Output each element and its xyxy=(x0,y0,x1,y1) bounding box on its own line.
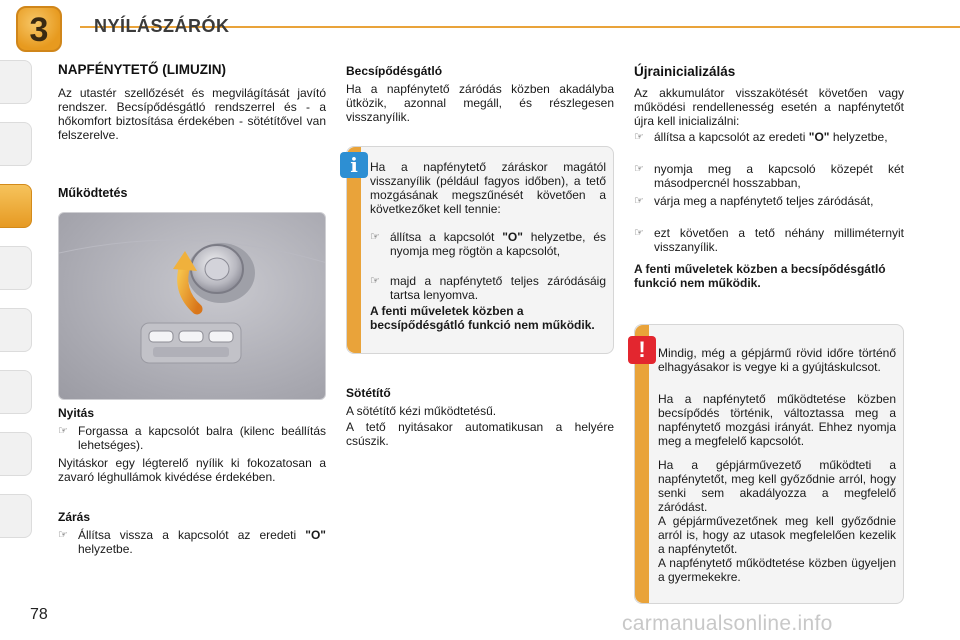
anti-pinch-text: Ha a napfénytető záródás közben akadályba ütközik, azonnal megáll, és részlegesen visszanyílik. xyxy=(346,82,614,124)
reinit-heading: Újrainicializálás xyxy=(634,64,736,79)
illustration-svg xyxy=(59,213,326,400)
reinit-bullet-text: állítsa a kapcsolót az eredeti xyxy=(654,130,809,144)
anti-pinch-heading: Becsípődésgátló xyxy=(346,64,443,78)
info-text: Ha a napfénytető záráskor magától visszanyílik (például fagyos időben), a tető mozgásának megszűnését követően a következőket kell tennie: xyxy=(370,160,606,216)
reinit-bullet-key: "O" xyxy=(808,130,830,144)
warning-paragraph: A gépjárművezetőnek meg kell győződnie arról is, hogy az utasok megfelelően kezelik a napfénytetőt. xyxy=(658,514,896,556)
side-tab[interactable] xyxy=(0,494,32,538)
warning-paragraph: Mindig, még a gépjármű rövid időre történő elhagyásakor is vegye ki a gyújtáskulcsot. xyxy=(658,346,896,374)
watermark: carmanualsonline.info xyxy=(622,612,833,635)
closing-bullet xyxy=(58,528,326,556)
opening-bullet: ☞ Forgassa a kapcsolót balra (kilenc beállítás lehetséges). xyxy=(58,424,326,452)
warning-paragraph: A napfénytető működtetése közben ügyeljen a gyermekekre. xyxy=(658,556,896,584)
roof-switch-illustration xyxy=(58,212,326,400)
info-bullet-tail: helyzetbe, és nyomja meg rögtön a kapcsolót, xyxy=(390,230,607,258)
info-bullet-text: állítsa a kapcsolót xyxy=(390,230,503,244)
operation-heading: Működtetés xyxy=(58,186,128,200)
chapter-tab xyxy=(16,6,62,52)
side-tab[interactable] xyxy=(0,122,32,166)
side-tab[interactable] xyxy=(0,308,32,352)
lamp-buttons xyxy=(141,323,241,363)
section-title: NAPFÉNYTETŐ (LIMUZIN) xyxy=(58,62,226,77)
warning-paragraph: Ha a gépjárművezető működteti a napfénytetőt, meg kell győződnie arról, hogy senki sem akadályozza a megfelelő záródást. xyxy=(658,458,896,514)
reinit-bullet-tail: helyzetbe, xyxy=(829,130,888,144)
info-icon: i xyxy=(340,152,368,178)
info-bullet xyxy=(370,230,606,258)
opening-note: Nyitáskor egy légterelő nyílik ki fokozatosan a zavaró léghullámok kivédése érdekében. xyxy=(58,456,326,484)
blind-text: A sötétítő kézi működtetésű. xyxy=(346,404,497,418)
side-tab-active[interactable] xyxy=(0,184,32,228)
reinit-bullet: ☞ várja meg a napfénytető teljes záródását, xyxy=(634,194,904,208)
info-bold-note: A fenti műveletek közben a becsípődésgátló funkció nem működik. xyxy=(370,304,595,332)
reinit-bullet xyxy=(634,130,904,144)
reinit-bullet: ☞ ezt követően a tető néhány milliméternyit visszanyílik. xyxy=(634,226,904,254)
side-tab[interactable] xyxy=(0,246,32,290)
reinit-text: Az akkumulátor visszakötését követően vagy működési rendellenesség esetén a napfénytetőt újra kell inicializálni: xyxy=(634,86,904,128)
closing-heading: Zárás xyxy=(58,510,91,524)
blind-text: A tető nyitásakor automatikusan a helyére csúszik. xyxy=(346,420,614,448)
warning-icon: ! xyxy=(628,336,656,364)
chapter-title: NYÍLÁSZÁRÓK xyxy=(94,16,230,36)
page-number: 78 xyxy=(30,606,48,623)
closing-bullet-key: "O" xyxy=(305,528,326,542)
side-tab[interactable] xyxy=(0,370,32,414)
reinit-bold-note: A fenti műveletek közben a becsípődésgátló funkció nem működik. xyxy=(634,262,886,290)
info-bullet-key: "O" xyxy=(502,230,523,244)
side-tab-strip xyxy=(0,60,36,580)
side-tab[interactable] xyxy=(0,432,32,476)
warning-stripe xyxy=(635,325,649,603)
blind-heading: Sötétítő xyxy=(346,386,391,400)
closing-bullet-text: Állítsa vissza a kapcsolót az eredeti xyxy=(78,528,306,542)
reinit-bullet: ☞ nyomja meg a kapcsoló közepét két másodpercnél hosszabban, xyxy=(634,162,904,190)
warning-paragraph: Ha a napfénytető működtetése közben becsípődés történik, változtassa meg a napfénytető mozgási irányát. Ehhez nyomja meg a megfelelő kapcsolót. xyxy=(658,392,896,448)
closing-bullet-tail: helyzetbe. xyxy=(78,542,133,556)
info-bullet: ☞ majd a napfénytető teljes záródásáig tartsa lenyomva. xyxy=(370,274,606,302)
opening-heading: Nyitás xyxy=(58,406,95,420)
intro-paragraph: Az utastér szellőzését és megvilágítását javító rendszer. Becsípődésgátló rendszerrel és - a hőkomfort biztosítása érdekében - sötétítővel van felszerelve. xyxy=(58,86,326,142)
chapter-number: 3 xyxy=(29,11,49,49)
side-tab[interactable] xyxy=(0,60,32,104)
